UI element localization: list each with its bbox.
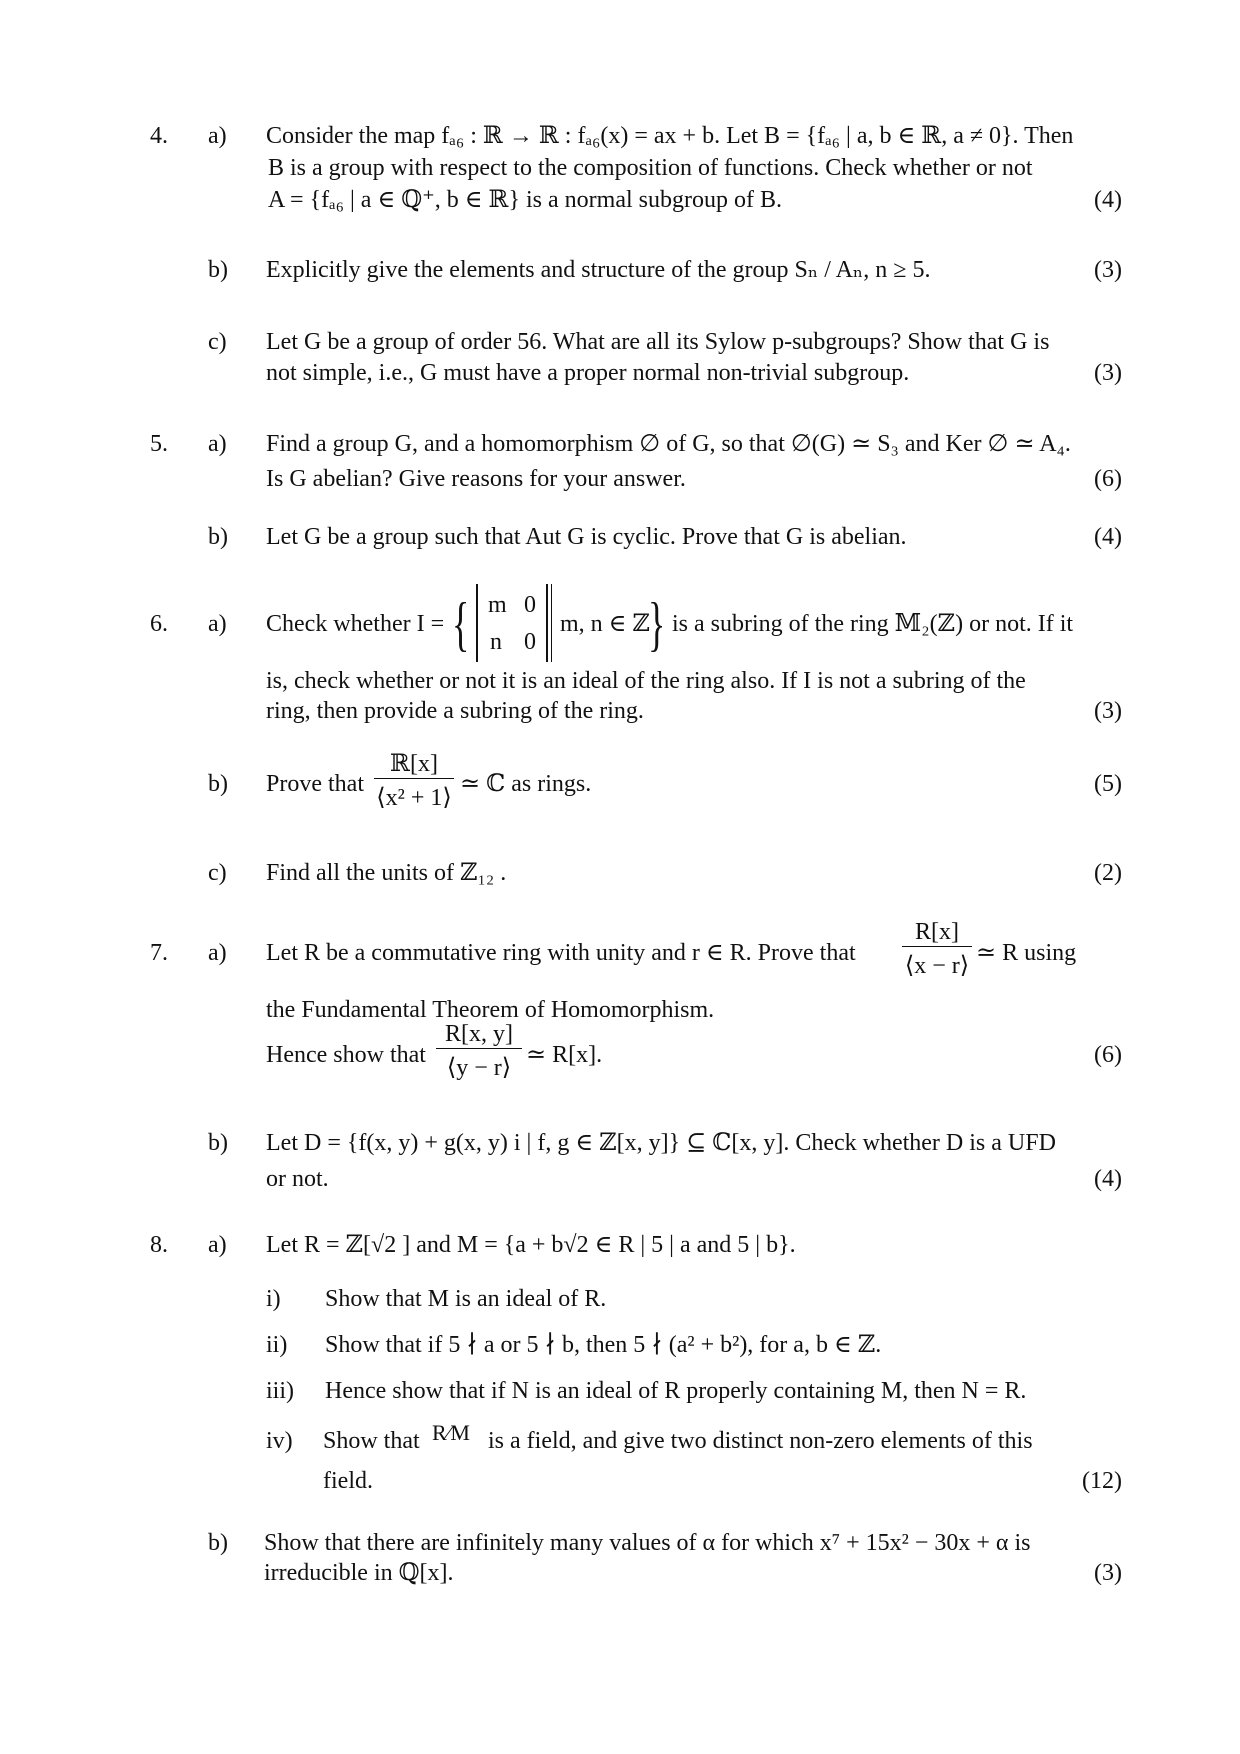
question-number-6: 6.: [150, 611, 168, 637]
subpart-text-i: Show that M is an ideal of R.: [325, 1286, 607, 1312]
subpart-text-ii: Show that if 5 ∤ a or 5 ∤ b, then 5 ∤ (a² + b²), for a, b ∈ ℤ.: [325, 1332, 882, 1358]
marks-7b: (4): [1094, 1166, 1122, 1192]
open-brace: {: [452, 591, 470, 657]
subpart-label-i: i): [266, 1286, 281, 1312]
part-label-7b: b): [208, 1130, 228, 1156]
question-number-7: 7.: [150, 940, 168, 966]
part-label-5b: b): [208, 524, 228, 550]
part-label-8a: a): [208, 1232, 227, 1258]
marks-8b: (3): [1094, 1560, 1122, 1586]
q8b-line2: irreducible in ℚ[x].: [264, 1560, 454, 1586]
subpart-pre-iv: Show that: [323, 1428, 420, 1454]
subpart-text-iv-2: field.: [323, 1468, 373, 1494]
question-number-5: 5.: [150, 431, 168, 457]
matrix-m12: 0: [524, 592, 536, 618]
q5a-line2: Is G abelian? Give reasons for your answer.: [266, 466, 686, 492]
subpart-label-iv: iv): [266, 1428, 293, 1454]
q4a-line3: A = {fₐ₆ | a ∈ ℚ⁺, b ∈ ℝ} is a normal subgroup of B.: [268, 187, 782, 213]
question-number-8: 8.: [150, 1232, 168, 1258]
q8b-line1: Show that there are infinitely many values of α for which x⁷ + 15x² − 30x + α is: [264, 1530, 1031, 1556]
q6a-line3: ring, then provide a subring of the ring.: [266, 698, 644, 724]
q7b-line2: or not.: [266, 1166, 329, 1192]
marks-7a: (6): [1094, 1042, 1122, 1068]
q7a-pre: Let R be a commutative ring with unity and r ∈ R. Prove that: [266, 940, 856, 966]
subpart-label-ii: ii): [266, 1332, 288, 1358]
q7a-pre3: Hence show that: [266, 1042, 426, 1068]
matrix-m22: 0: [524, 629, 536, 655]
part-label-4a: a): [208, 123, 227, 149]
q4c-line1: Let G be a group of order 56. What are all its Sylow p-subgroups? Show that G is: [266, 329, 1050, 355]
q8a-line1: Let R = ℤ[√2 ] and M = {a + b√2 ∈ R | 5 | a and 5 | b}.: [266, 1232, 796, 1258]
part-label-5a: a): [208, 431, 227, 457]
marks-8a: (12): [1082, 1468, 1122, 1494]
part-label-6b: b): [208, 771, 228, 797]
q6a-post: is a subring of the ring 𝕄₂(ℤ) or not. If it: [672, 611, 1074, 637]
q4b-line1: Explicitly give the elements and structure of the group Sₙ / Aₙ, n ≥ 5.: [266, 257, 931, 283]
question-number-4: 4.: [150, 123, 168, 149]
marks-4c: (3): [1094, 360, 1122, 386]
q6c-line1: Find all the units of ℤ₁₂ .: [266, 860, 507, 886]
part-label-8b: b): [208, 1530, 228, 1556]
part-label-6c: c): [208, 860, 227, 886]
q6a-line2: is, check whether or not it is an ideal of the ring also. If I is not a subring of the: [266, 668, 1026, 694]
q5a-line1: Find a group G, and a homomorphism ∅ of G, so that ∅(G) ≃ S₃ and Ker ∅ ≃ A₄.: [266, 431, 1071, 457]
marks-5b: (4): [1094, 524, 1122, 550]
matrix-m21: n: [490, 629, 502, 655]
part-label-7a: a): [208, 940, 227, 966]
q6b-pre: Prove that: [266, 771, 364, 797]
subpart-text-iv: is a field, and give two distinct non-zero elements of this: [488, 1428, 1033, 1454]
q7a-numerator: R[x]: [902, 918, 972, 947]
q4a-line2: B is a group with respect to the composition of functions. Check whether or not: [268, 155, 1033, 181]
q6b-denominator: ⟨x² + 1⟩: [376, 785, 452, 811]
such-that-bar: [551, 584, 552, 662]
matrix-m11: m: [488, 592, 507, 618]
q6b-numerator: ℝ[x]: [374, 750, 454, 779]
q7a-post3: ≃ R[x].: [526, 1042, 603, 1068]
subpart-text-iii: Hence show that if N is an ideal of R properly containing M, then N = R.: [325, 1378, 1027, 1404]
marks-4a: (4): [1094, 187, 1122, 213]
q6a-pre: Check whether I =: [266, 611, 445, 637]
q7a-line2: the Fundamental Theorem of Homomorphism.: [266, 997, 715, 1023]
part-label-4b: b): [208, 257, 228, 283]
close-brace: }: [648, 591, 666, 657]
q7a-numerator2: R[x, y]: [436, 1020, 522, 1049]
q5b-line1: Let G be a group such that Aut G is cyclic. Prove that G is abelian.: [266, 524, 907, 550]
marks-4b: (3): [1094, 257, 1122, 283]
marks-5a: (6): [1094, 466, 1122, 492]
marks-6c: (2): [1094, 860, 1122, 886]
matrix-brackets: [476, 584, 548, 662]
subpart-label-iii: iii): [266, 1378, 294, 1404]
q7a-denominator2: ⟨y − r⟩: [446, 1055, 512, 1081]
part-label-4c: c): [208, 329, 227, 355]
q6a-cond: m, n ∈ ℤ: [560, 611, 650, 637]
q6b-post: ≃ ℂ as rings.: [460, 771, 592, 797]
q4c-line2: not simple, i.e., G must have a proper normal non-trivial subgroup.: [266, 360, 910, 386]
quotient-ring: R∕M: [432, 1420, 470, 1445]
marks-6a: (3): [1094, 698, 1122, 724]
q7a-post: ≃ R using: [976, 940, 1077, 966]
q4a-line1: Consider the map fₐ₆ : ℝ → ℝ : fₐ₆(x) = ax + b. Let B = {fₐ₆ | a, b ∈ ℝ, a ≠ 0}. Then: [266, 123, 1074, 149]
marks-6b: (5): [1094, 771, 1122, 797]
q7b-line1: Let D = {f(x, y) + g(x, y) i | f, g ∈ ℤ[x, y]} ⊆ ℂ[x, y]. Check whether D is a UFD: [266, 1130, 1056, 1156]
part-label-6a: a): [208, 611, 227, 637]
q7a-denominator: ⟨x − r⟩: [904, 953, 970, 979]
